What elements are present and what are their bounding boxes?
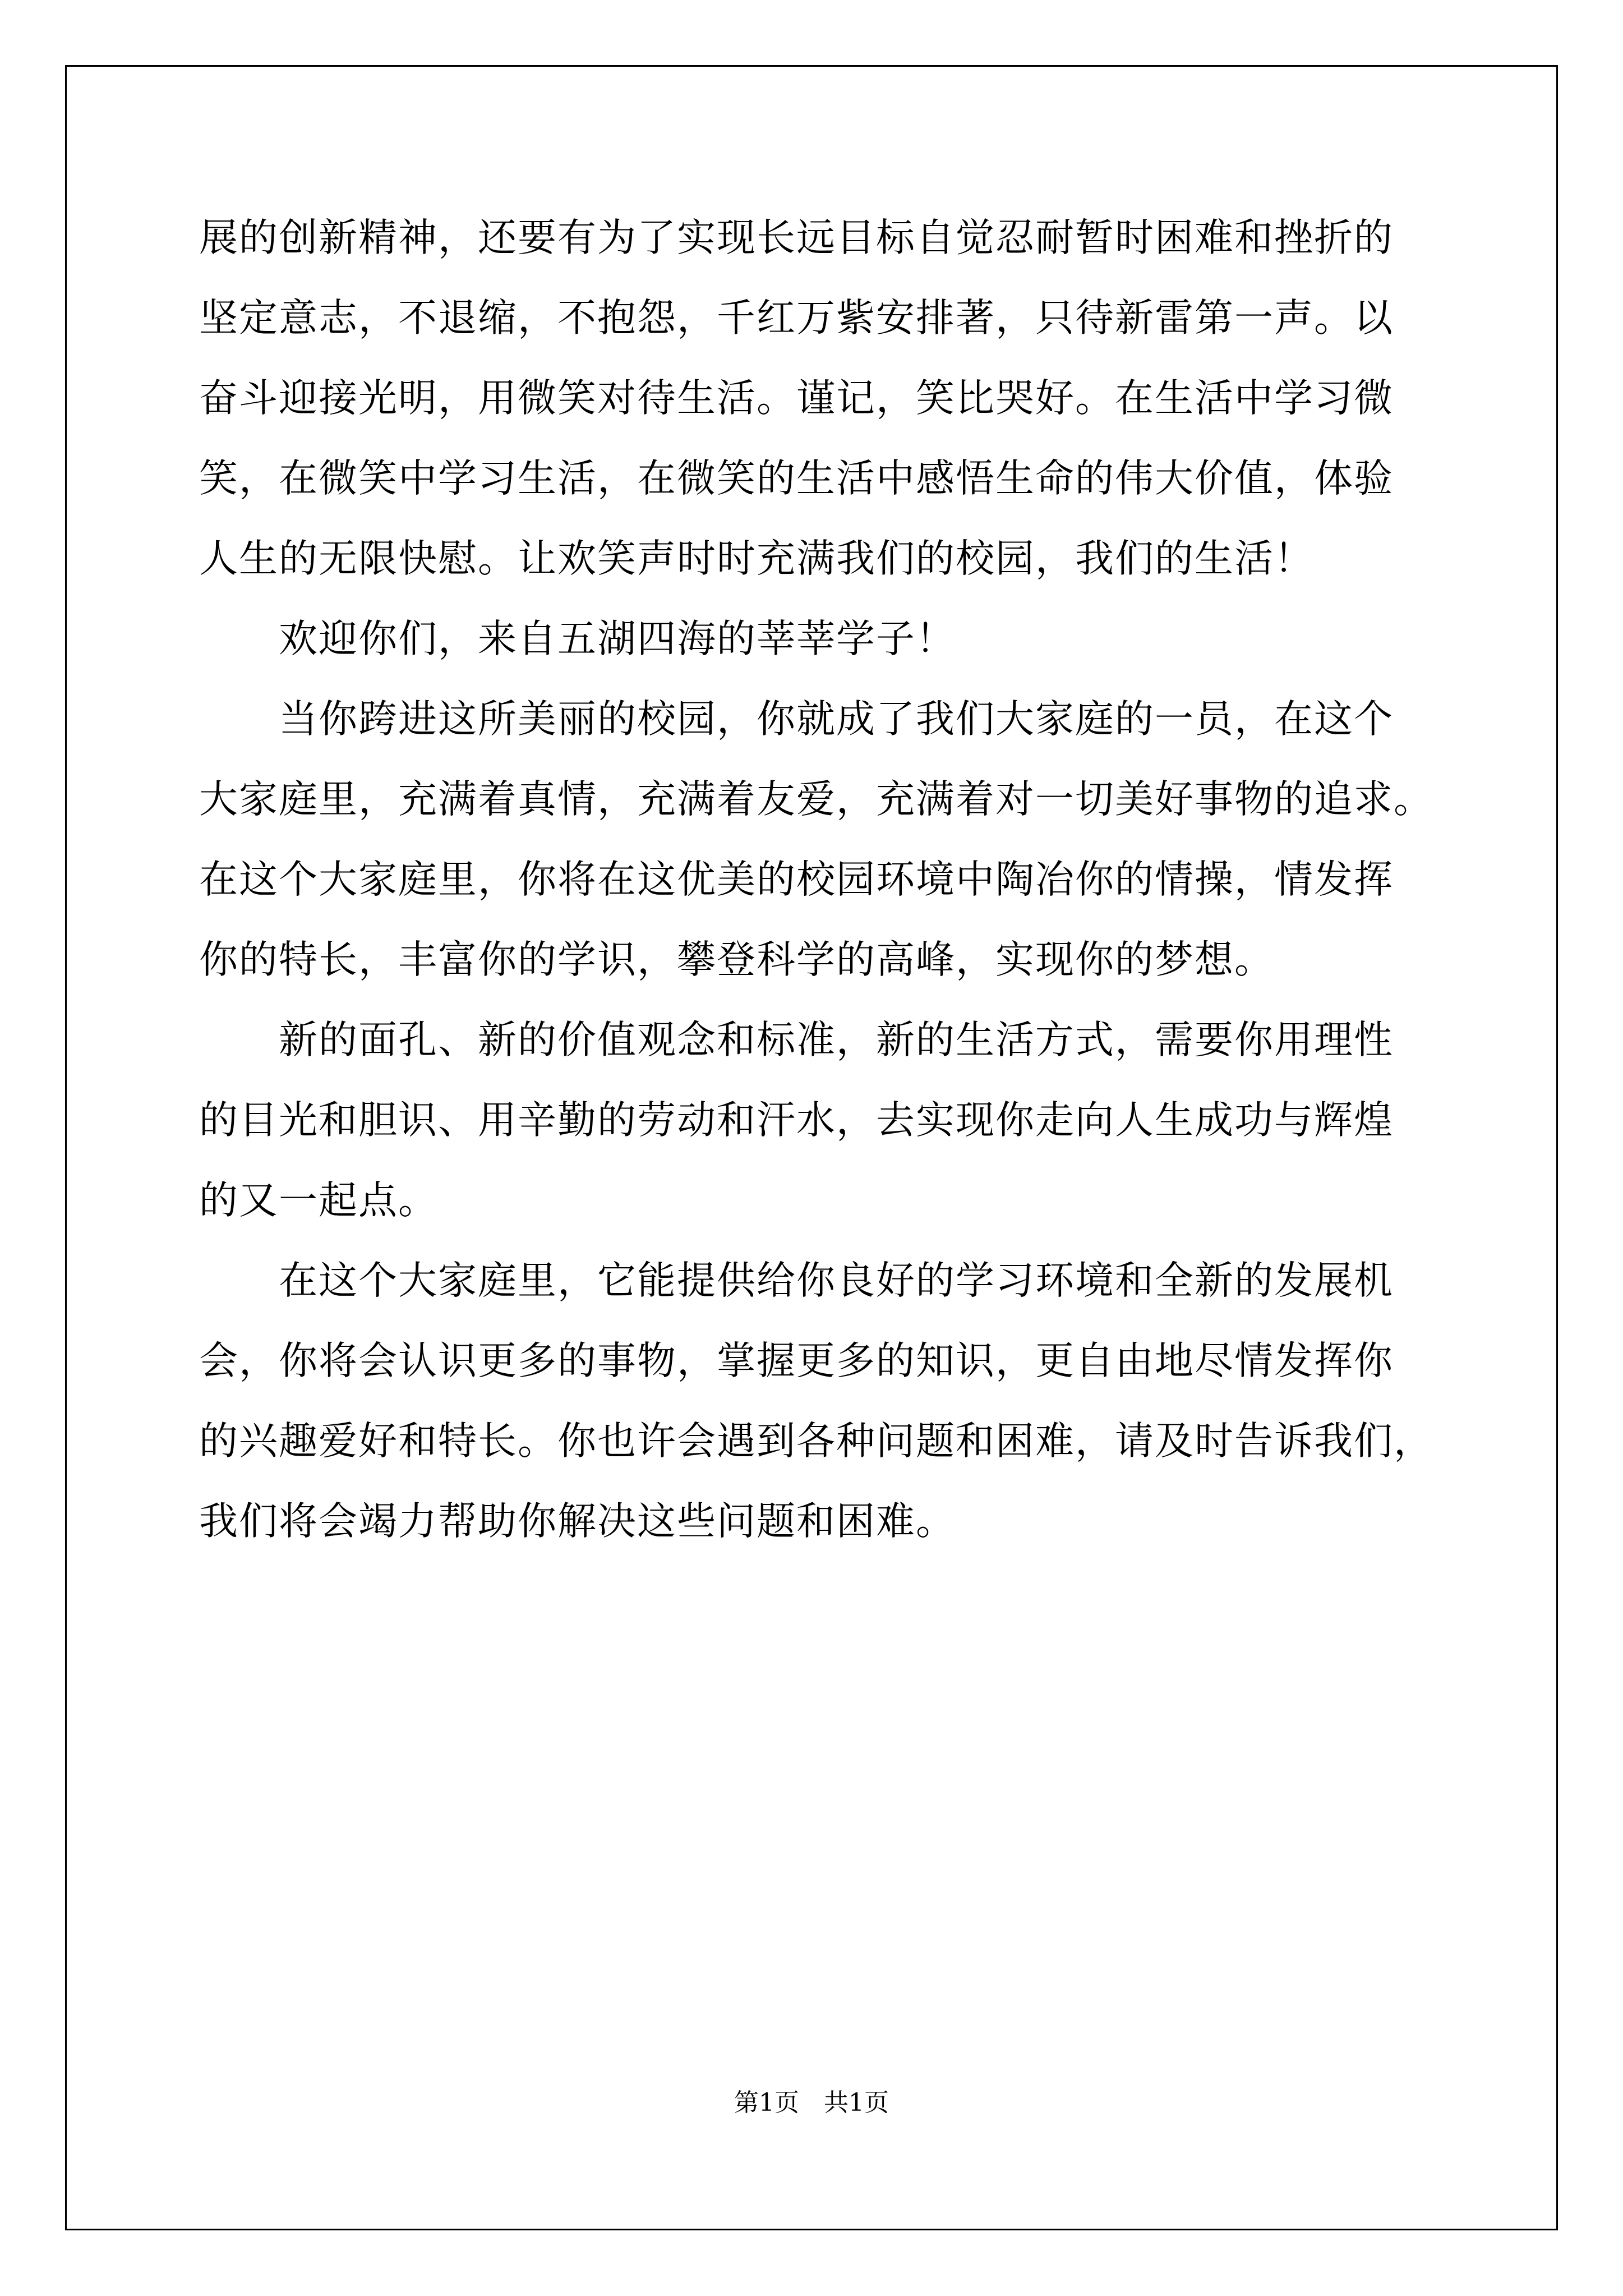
text-line: 的又一起点。 [199, 1178, 438, 1223]
page-total: 共1页 [824, 2088, 889, 2117]
text-line: 奋斗迎接光明，用微笑对待生活。谨记，笑比哭好。在生活中学习微 [199, 376, 1394, 421]
text-line: 在这个大家庭里，你将在这优美的校园环境中陶冶你的情操，情发挥 [199, 857, 1394, 902]
text-line: 你的特长，丰富你的学识，攀登科学的高峰，实现你的梦想。 [199, 937, 1274, 982]
text-line: 我们将会竭力帮助你解决这些问题和困难。 [199, 1499, 956, 1544]
text-line: 大家庭里，充满着真情，充满着友爱，充满着对一切美好事物的追求。 [199, 777, 1433, 822]
text-line: 当你跨进这所美丽的校园，你就成了我们大家庭的一员，在这个 [199, 697, 1394, 742]
text-line: 的兴趣爱好和特长。你也许会遇到各种问题和困难，请及时告诉我们， [199, 1419, 1433, 1464]
text-line: 新的面孔、新的价值观念和标准，新的生活方式，需要你用理性 [199, 1018, 1394, 1062]
text-line: 的目光和胆识、用辛勤的劳动和汗水，去实现你走向人生成功与辉煌 [199, 1098, 1394, 1143]
text-line: 坚定意志，不退缩，不抱怨，千红万紫安排著，只待新雷第一声。以 [199, 296, 1394, 341]
page-footer [0, 2088, 1623, 2118]
text-line: 在这个大家庭里，它能提供给你良好的学习环境和全新的发展机 [199, 1258, 1394, 1303]
page-number: 第1页 [734, 2088, 799, 2117]
text-line: 笑，在微笑中学习生活，在微笑的生活中感悟生命的伟大价值，体验 [199, 456, 1394, 501]
text-line: 人生的无限快慰。让欢笑声时时充满我们的校园，我们的生活！ [199, 536, 1314, 581]
text-line: 欢迎你们，来自五湖四海的莘莘学子！ [199, 616, 956, 661]
text-line: 会，你将会认识更多的事物，掌握更多的知识，更自由地尽情发挥你 [199, 1338, 1394, 1383]
text-line: 展的创新精神，还要有为了实现长远目标自觉忍耐暂时困难和挫折的 [199, 215, 1394, 260]
